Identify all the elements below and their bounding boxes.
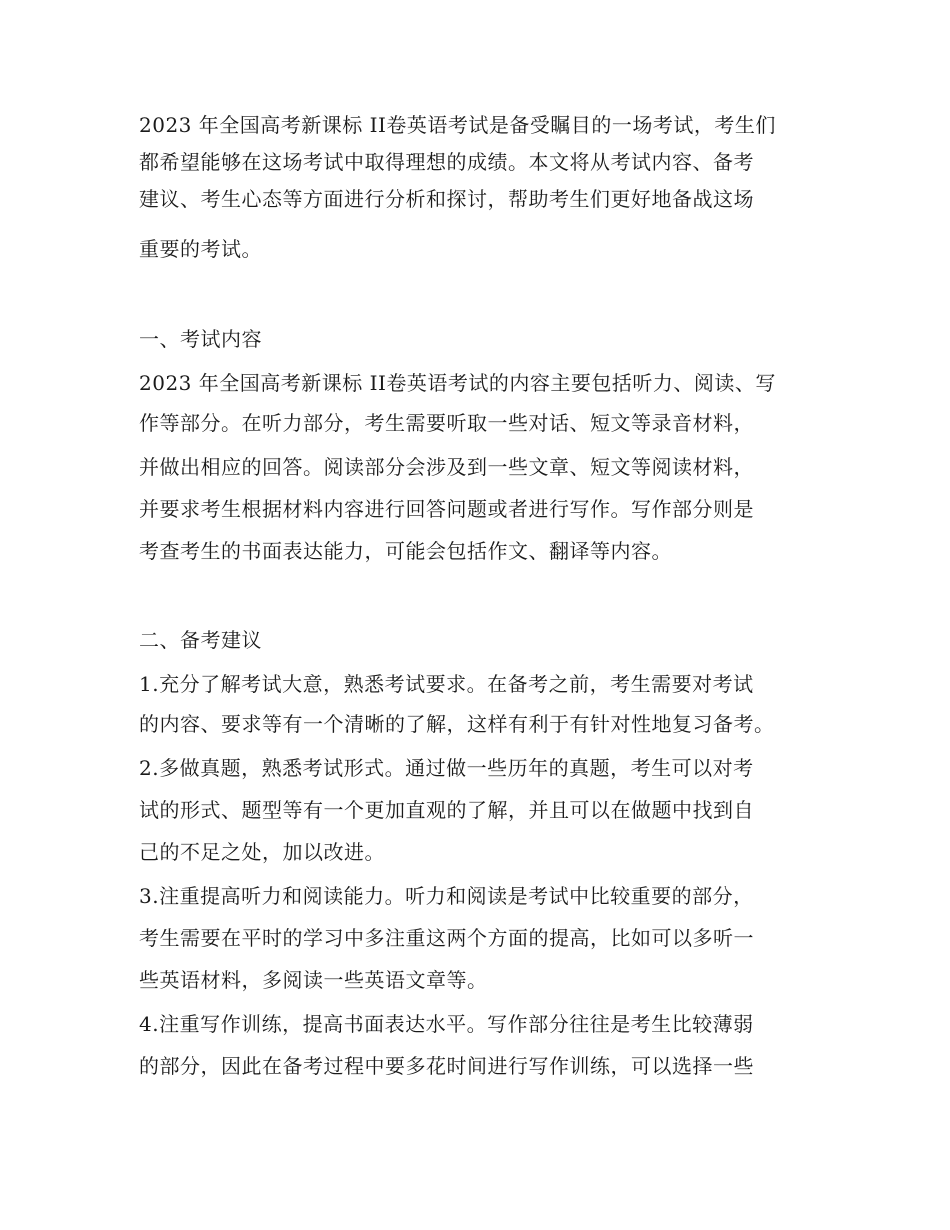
list-item-line: 的部分，因此在备考过程中要多花时间进行写作训练，可以选择一些 bbox=[139, 1054, 754, 1078]
list-item-line: 些英语材料，多阅读一些英语文章等。 bbox=[139, 968, 488, 992]
list-item-line: 3.注重提高听力和阅读能力。听力和阅读是考试中比较重要的部分， bbox=[139, 884, 754, 908]
intro-line: 2023 年全国高考新课标 II卷英语考试是备受瞩目的一场考试，考生们 bbox=[139, 113, 776, 137]
list-item-line: 4.注重写作训练，提高书面表达水平。写作部分往往是考生比较薄弱 bbox=[139, 1012, 754, 1036]
intro-line: 重要的考试。 bbox=[139, 237, 262, 261]
list-item-line: 己的不足之处，加以改进。 bbox=[139, 840, 385, 864]
list-item-line: 试的形式、题型等有一个更加直观的了解，并且可以在做题中找到自 bbox=[139, 798, 754, 822]
section-heading: 二、备考建议 bbox=[139, 628, 262, 652]
list-item-line: 1.充分了解考试大意，熟悉考试要求。在备考之前，考生需要对考试 bbox=[139, 672, 754, 696]
intro-line: 都希望能够在这场考试中取得理想的成绩。本文将从考试内容、备考 bbox=[139, 150, 754, 174]
paragraph-line: 2023 年全国高考新课标 II卷英语考试的内容主要包括听力、阅读、写 bbox=[139, 371, 776, 395]
paragraph-line: 并做出相应的回答。阅读部分会涉及到一些文章、短文等阅读材料， bbox=[139, 455, 754, 479]
list-item-line: 2.多做真题，熟悉考试形式。通过做一些历年的真题，考生可以对考 bbox=[139, 756, 754, 780]
intro-line: 建议、考生心态等方面进行分析和探讨，帮助考生们更好地备战这场 bbox=[139, 187, 754, 211]
list-item-line: 的内容、要求等有一个清晰的了解，这样有利于有针对性地复习备考。 bbox=[139, 712, 775, 736]
section-heading: 一、考试内容 bbox=[139, 327, 262, 351]
paragraph-line: 作等部分。在听力部分，考生需要听取一些对话、短文等录音材料， bbox=[139, 411, 754, 435]
list-item-line: 考生需要在平时的学习中多注重这两个方面的提高，比如可以多听一 bbox=[139, 926, 754, 950]
paragraph-line: 考查考生的书面表达能力，可能会包括作文、翻译等内容。 bbox=[139, 539, 672, 563]
paragraph-line: 并要求考生根据材料内容进行回答问题或者进行写作。写作部分则是 bbox=[139, 497, 754, 521]
